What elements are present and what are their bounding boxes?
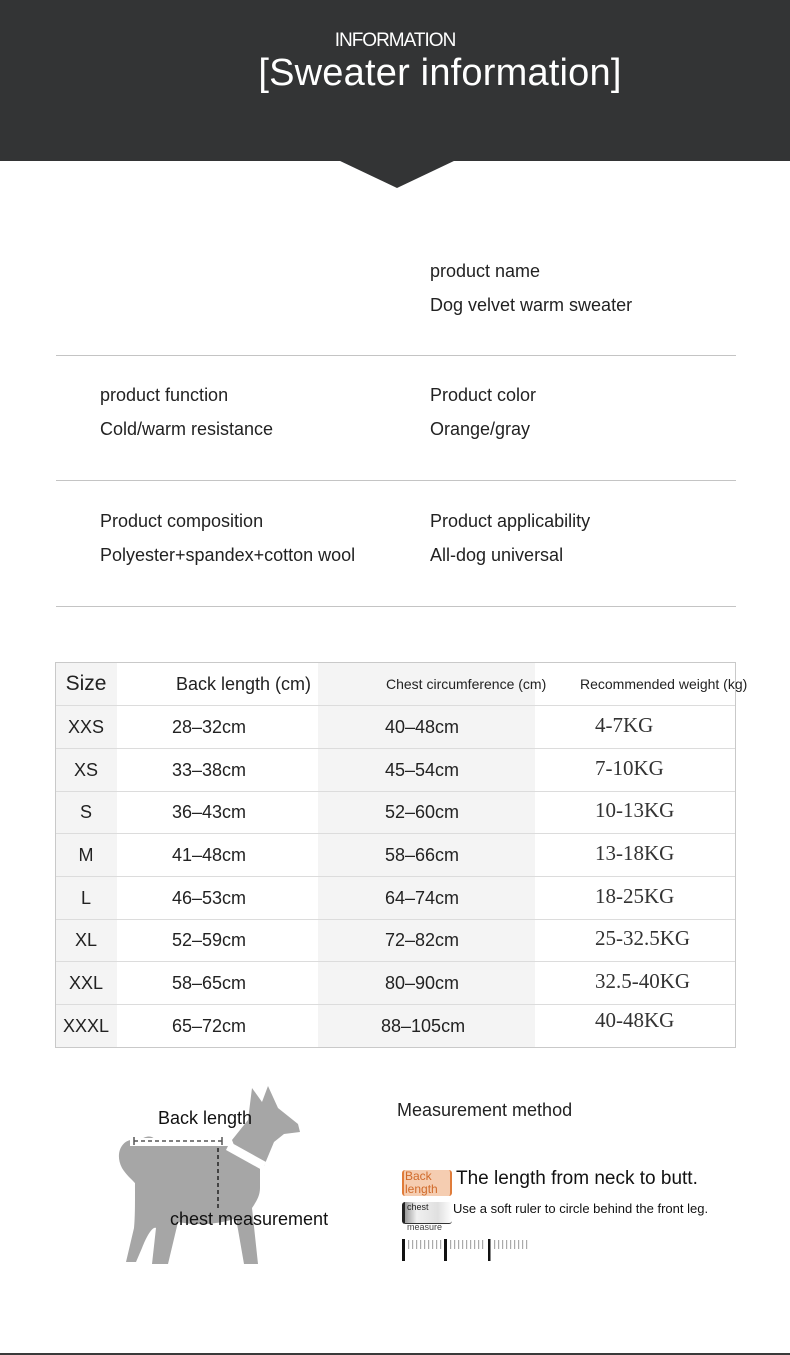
weight-cell: 4-7KG [595, 713, 654, 737]
weight-cell: 7-10KG [595, 756, 664, 780]
back-length-cell: 65–72cm [172, 1016, 247, 1036]
divider [56, 480, 736, 481]
dog-silhouette-icon [112, 1078, 312, 1268]
ruler-icon [402, 1237, 532, 1263]
chest-cell: 52–60cm [385, 802, 460, 822]
weight-cell: 13-18KG [595, 841, 675, 865]
chest-legend-line1: chest [407, 1202, 429, 1212]
size-cell: S [79, 802, 92, 822]
weight-cell: 25-32.5KG [595, 926, 691, 950]
dog-back-length-label: Back length [158, 1108, 253, 1128]
back-length-cell: 46–53cm [172, 888, 247, 908]
size-cell: L [80, 888, 91, 908]
product-name-label: product name [430, 261, 541, 281]
table-row [56, 791, 735, 834]
table-row [56, 1005, 735, 1048]
banner-kicker: INFORMATION [334, 30, 456, 51]
size-cell: XXXL [62, 1016, 110, 1036]
weight-cell: 32.5-40KG [595, 969, 691, 993]
product-color-value: Orange/gray [430, 419, 531, 439]
size-cell: XS [73, 760, 98, 780]
back-length-cell: 58–65cm [172, 973, 247, 993]
table-row [56, 919, 735, 962]
table-row [56, 877, 735, 920]
chest-cell: 45–54cm [385, 760, 460, 780]
weight-cell: 18-25KG [595, 884, 675, 908]
header-chest: Chest circumference (cm) [386, 676, 547, 692]
chest-cell: 88–105cm [381, 1016, 466, 1036]
size-cell: XL [74, 930, 98, 950]
product-composition-label: Product composition [100, 511, 264, 531]
back-length-description: The length from neck to butt. [456, 1168, 698, 1189]
size-cell: XXL [68, 973, 104, 993]
product-color-label: Product color [430, 385, 537, 405]
product-applicability-label: Product applicability [430, 511, 591, 531]
weight-cell: 10-13KG [595, 798, 675, 822]
chest-cell: 58–66cm [385, 845, 460, 865]
product-name-value: Dog velvet warm sweater [430, 295, 633, 315]
table-row [56, 749, 735, 792]
weight-cell: 40-48KG [595, 1008, 675, 1032]
header-size: Size [65, 672, 107, 695]
chest-cell: 72–82cm [385, 930, 460, 950]
measurement-method-title: Measurement method [397, 1100, 573, 1120]
product-applicability-value: All-dog universal [430, 545, 564, 565]
banner-title: [Sweater information] [258, 52, 622, 94]
back-length-cell: 36–43cm [172, 802, 247, 822]
size-cell: M [78, 845, 94, 865]
product-composition-value: Polyester+spandex+cotton wool [100, 545, 356, 565]
table-row [56, 834, 735, 877]
chest-cell: 40–48cm [385, 717, 460, 737]
chest-description: Use a soft ruler to circle behind the front leg. [453, 1201, 709, 1216]
back-length-legend: Back length [402, 1170, 452, 1196]
back-length-cell: 52–59cm [172, 930, 247, 950]
header-banner [0, 0, 790, 161]
back-length-cell: 41–48cm [172, 845, 247, 865]
back-length-cell: 28–32cm [172, 717, 247, 737]
chest-cell: 80–90cm [385, 973, 460, 993]
header-weight: Recommended weight (kg) [580, 676, 748, 692]
product-function-value: Cold/warm resistance [100, 419, 274, 439]
header-back-length: Back length (cm) [176, 674, 312, 694]
divider [56, 606, 736, 607]
banner-arrow-icon [338, 160, 456, 188]
dog-chest-label: chest measurement [170, 1209, 329, 1229]
chest-cell: 64–74cm [385, 888, 460, 908]
divider [56, 355, 736, 356]
table-header-row [56, 663, 748, 706]
chest-measure-legend [402, 1202, 452, 1232]
product-function-label: product function [100, 385, 229, 405]
size-cell: XXS [67, 717, 105, 737]
chest-legend-line2: measure [407, 1222, 443, 1232]
table-row [56, 706, 735, 749]
back-length-cell: 33–38cm [172, 760, 247, 780]
